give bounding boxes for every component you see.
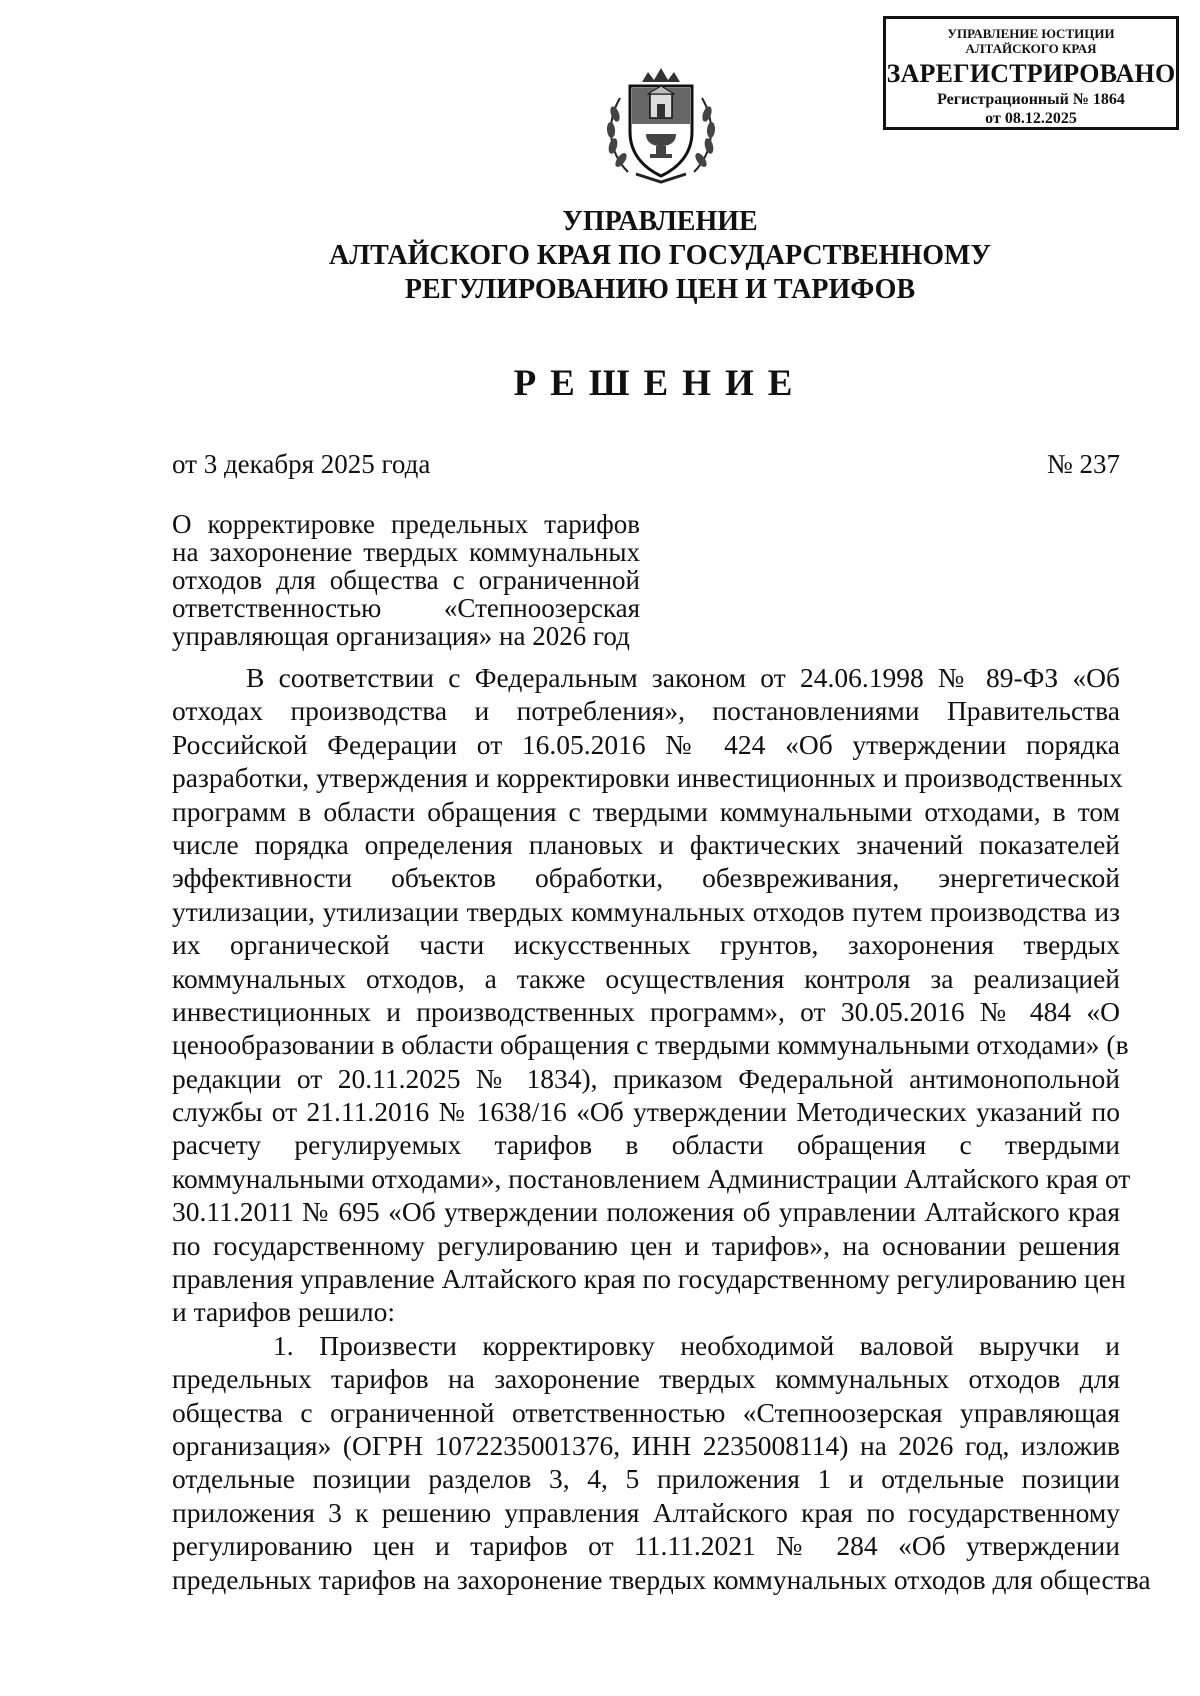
body-line: утилизации, утилизации твердых коммунальных отходов путем производства из xyxy=(172,895,1120,927)
body-line: отходах производства и потребления», постановлениями Правительства xyxy=(172,695,1120,727)
date-number-line xyxy=(172,447,1120,481)
document-number: № 237 xyxy=(1046,449,1120,479)
body-line: разработки, утверждения и корректировки инвестиционных и производственных xyxy=(172,762,1123,794)
stamp-status: ЗАРЕГИСТРИРОВАНО xyxy=(886,59,1176,88)
body-line: регулированию цен и тарифов от 11.11.2021 № 284 «Об утверждении xyxy=(172,1530,1120,1562)
body-line: коммунальными отходами», постановлением Администрации Алтайского края от xyxy=(172,1162,1131,1194)
subject-line: отходов для общества с ограниченной xyxy=(172,565,640,595)
body-line: редакции от 20.11.2025 № 1834), приказом Федеральной антимонопольной xyxy=(172,1062,1120,1094)
body-line: службы от 21.11.2016 № 1638/16 «Об утверждении Методических указаний по xyxy=(172,1096,1120,1128)
subject-line: О корректировке предельных тарифов xyxy=(172,509,640,539)
body-line: общества с ограниченной ответственностью «Степноозерская управляющая xyxy=(172,1396,1120,1428)
body-line: Российской Федерации от 16.05.2016 № 424 «Об утверждении порядка xyxy=(172,728,1120,760)
body-line: приложения 3 к решению управления Алтайского края по государственному xyxy=(172,1496,1120,1528)
body-line: 30.11.2011 № 695 «Об утверждении положения об управлении Алтайского края xyxy=(172,1196,1120,1228)
subject-line: ответственностью «Степноозерская xyxy=(172,593,640,623)
body-line: организация» (ОГРН 1072235001376, ИНН 2235008114) на 2026 год, изложив xyxy=(172,1429,1120,1461)
document-date: от 3 декабря 2025 года xyxy=(172,449,431,479)
registration-stamp xyxy=(883,16,1179,130)
body-line: ценообразовании в области обращения с твердыми коммунальными отходами» (в xyxy=(172,1029,1129,1061)
body-line: эффективности объектов обработки, обезвреживания, энергетической xyxy=(172,862,1120,894)
body-line: по государственному регулированию цен и тарифов», на основании решения xyxy=(172,1229,1120,1261)
authority-line2: АЛТАЙСКОГО КРАЯ ПО ГОСУДАРСТВЕННОМУ xyxy=(329,240,991,271)
body-line: коммунальных отходов, а также осуществления контроля за реализацией xyxy=(172,962,1120,994)
document-body xyxy=(172,661,1151,1596)
body-line: отдельные позиции разделов 3, 4, 5 приложения 1 и отдельные позиции xyxy=(172,1463,1120,1495)
body-line: 1. Произвести корректировку необходимой валовой выручки и xyxy=(273,1329,1120,1361)
body-line: числе порядка определения плановых и фактических значений показателей xyxy=(172,828,1120,860)
issuing-authority xyxy=(200,205,1120,307)
altai-krai-coat-of-arms-icon xyxy=(598,62,724,188)
stamp-department-line1: УПРАВЛЕНИЕ ЮСТИЦИИ xyxy=(947,26,1115,41)
body-line: и тарифов решило: xyxy=(172,1296,396,1328)
body-line: правления управление Алтайского края по государственному регулированию цен xyxy=(172,1263,1126,1295)
body-line: предельных тарифов на захоронение твердых коммунальных отходов для xyxy=(172,1363,1120,1395)
document-title: РЕШЕНИЕ xyxy=(513,363,807,404)
stamp-reg-date: от 08.12.2025 xyxy=(985,110,1077,127)
subject-line: управляющая организация» на 2026 год xyxy=(172,621,630,651)
body-line: В соответствии с Федеральным законом от 24.06.1998 № 89-ФЗ «Об xyxy=(246,662,1120,693)
authority-line3: РЕГУЛИРОВАНИЮ ЦЕН И ТАРИФОВ xyxy=(404,274,916,305)
authority-line1: УПРАВЛЕНИЕ xyxy=(562,206,758,237)
body-line: программ в области обращения с твердыми коммунальными отходами, в том xyxy=(172,795,1120,827)
body-line: инвестиционных и производственных программ», от 30.05.2016 № 484 «О xyxy=(172,995,1120,1027)
body-line: их органической части искусственных грунтов, захоронения твердых xyxy=(172,929,1120,961)
stamp-department-line2: АЛТАЙСКОГО КРАЯ xyxy=(965,41,1097,56)
body-line: предельных тарифов на захоронение твердых коммунальных отходов для общества xyxy=(172,1563,1151,1595)
stamp-reg-number: Регистрационный № 1864 xyxy=(937,91,1125,108)
subject-line: на захоронение твердых коммунальных xyxy=(172,537,640,567)
document-subject xyxy=(172,510,640,650)
body-line: расчету регулируемых тарифов в области обращения с твердыми xyxy=(172,1129,1120,1161)
